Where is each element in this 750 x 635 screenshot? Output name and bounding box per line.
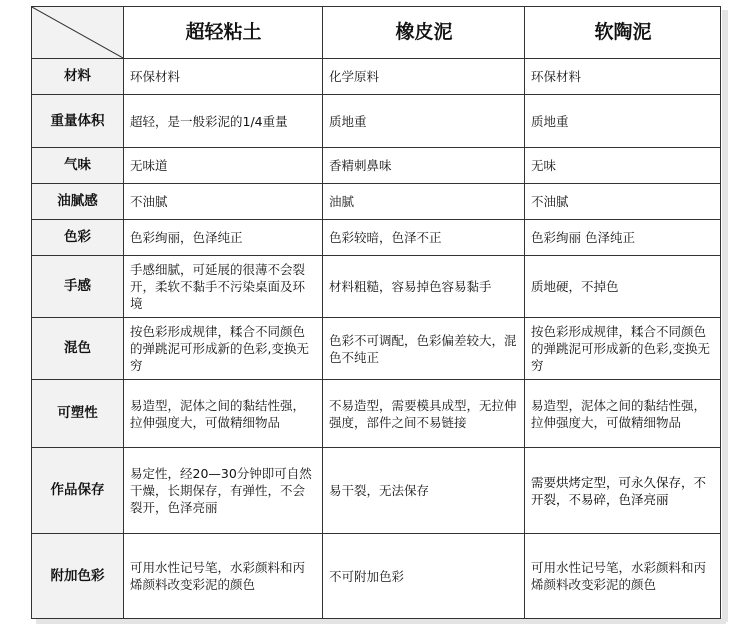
table-cell: 材料粗糙，容易掉色容易黏手 bbox=[323, 256, 525, 318]
table-row bbox=[32, 220, 721, 256]
table-row bbox=[32, 256, 721, 318]
table-cell: 按色彩形成规律，糅合不同颜色的弹跳泥可形成新的色彩,变换无穷 bbox=[124, 318, 323, 380]
table-cell: 可用水性记号笔，水彩颜料和丙烯颜料改变彩泥的颜色 bbox=[124, 534, 323, 619]
table-cell: 易定性，经20—30分钟即可自然干燥，长期保存，有弹性，不会裂开，色泽亮丽 bbox=[124, 448, 323, 534]
corner-cell bbox=[32, 7, 124, 59]
table-row bbox=[32, 148, 721, 184]
row-label-plasticity: 可塑性 bbox=[32, 380, 124, 448]
table-row bbox=[32, 184, 721, 220]
row-label-color: 色彩 bbox=[32, 220, 124, 256]
table-cell: 质地重 bbox=[525, 95, 721, 148]
table-cell: 按色彩形成规律，糅合不同颜色的弹跳泥可形成新的色彩,变换无穷 bbox=[525, 318, 721, 380]
table-cell: 质地硬，不掉色 bbox=[525, 256, 721, 318]
column-header-polymer-clay: 软陶泥 bbox=[525, 7, 721, 59]
table-cell: 色彩较暗，色泽不正 bbox=[323, 220, 525, 256]
table-cell: 质地重 bbox=[323, 95, 525, 148]
diagonal-line bbox=[32, 7, 123, 58]
table-cell: 可用水性记号笔，水彩颜料和丙烯颜料改变彩泥的颜色 bbox=[525, 534, 721, 619]
table-cell: 色彩绚丽 色泽纯正 bbox=[525, 220, 721, 256]
table-row bbox=[32, 318, 721, 380]
table-cell: 色彩不可调配，色彩偏差较大，混色不纯正 bbox=[323, 318, 525, 380]
row-label-preservation: 作品保存 bbox=[32, 448, 124, 534]
comparison-table bbox=[31, 6, 721, 619]
table-cell: 香精刺鼻味 bbox=[323, 148, 525, 184]
table-cell: 不易造型，需要模具成型，无拉伸强度，部件之间不易链接 bbox=[323, 380, 525, 448]
row-label-material: 材料 bbox=[32, 59, 124, 95]
table-shadow-right bbox=[722, 10, 728, 622]
table-row bbox=[32, 95, 721, 148]
table-row bbox=[32, 59, 721, 95]
column-header-ultralight-clay: 超轻粘土 bbox=[124, 7, 323, 59]
table-cell: 不可附加色彩 bbox=[323, 534, 525, 619]
row-label-greasiness: 油腻感 bbox=[32, 184, 124, 220]
column-header-plasticine: 橡皮泥 bbox=[323, 7, 525, 59]
table-cell: 油腻 bbox=[323, 184, 525, 220]
row-label-feel: 手感 bbox=[32, 256, 124, 318]
row-label-smell: 气味 bbox=[32, 148, 124, 184]
table-cell: 手感细腻，可延展的很薄不会裂开，柔软不黏手不污染桌面及环境 bbox=[124, 256, 323, 318]
table-cell: 环保材料 bbox=[525, 59, 721, 95]
table-cell: 不油腻 bbox=[124, 184, 323, 220]
table-cell: 不油腻 bbox=[525, 184, 721, 220]
table-cell: 易造型，泥体之间的黏结性强，拉伸强度大，可做精细物品 bbox=[124, 380, 323, 448]
table-cell: 需要烘烤定型，可永久保存，不开裂，不易碎，色泽亮丽 bbox=[525, 448, 721, 534]
table-cell: 超轻，是一般彩泥的1/4重量 bbox=[124, 95, 323, 148]
table-cell: 无味 bbox=[525, 148, 721, 184]
row-label-added-color: 附加色彩 bbox=[32, 534, 124, 619]
table-row bbox=[32, 534, 721, 619]
table-cell: 化学原料 bbox=[323, 59, 525, 95]
table-cell: 易造型，泥体之间的黏结性强，拉伸强度大，可做精细物品 bbox=[525, 380, 721, 448]
table-cell: 无味道 bbox=[124, 148, 323, 184]
table-row bbox=[32, 448, 721, 534]
table-cell: 环保材料 bbox=[124, 59, 323, 95]
table-cell: 色彩绚丽，色泽纯正 bbox=[124, 220, 323, 256]
header-row bbox=[32, 7, 721, 59]
table-cell: 易干裂，无法保存 bbox=[323, 448, 525, 534]
row-label-weight-volume: 重量体积 bbox=[32, 95, 124, 148]
row-label-color-mixing: 混色 bbox=[32, 318, 124, 380]
table-row bbox=[32, 380, 721, 448]
